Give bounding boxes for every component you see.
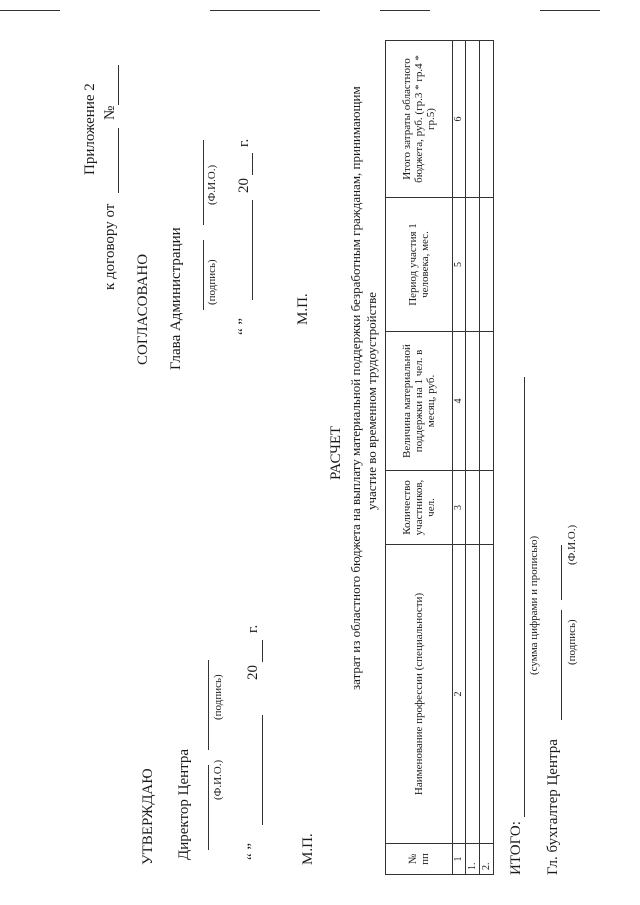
approved-sign-caption: (подпись) xyxy=(212,674,224,720)
col-number: 1 xyxy=(453,844,466,875)
agreed-heading: СОГЛАСОВАНО xyxy=(135,253,151,365)
col-header-support-amount: Величина материальной поддержки на 1 чел. в месяц, руб. xyxy=(386,332,453,471)
agreed-year-suffix: г. xyxy=(236,138,252,147)
total-cell[interactable] xyxy=(466,41,480,198)
period-cell[interactable] xyxy=(466,198,480,332)
approved-year-label: 20 xyxy=(245,665,261,680)
accountant-name-line xyxy=(561,545,562,600)
agreed-date-line xyxy=(252,200,253,300)
col-number: 2 xyxy=(453,545,466,844)
approved-stamp: М.П. xyxy=(300,833,316,865)
document-subtitle-line1: затрат из областного бюджета на выплату материальной поддержки безработным гражданам, принимающим xyxy=(348,86,363,690)
approved-date-prefix: “ ” xyxy=(245,842,261,860)
agreed-name-line xyxy=(203,140,204,225)
calculation-table xyxy=(385,40,494,875)
row-number: 1. xyxy=(466,844,480,875)
agreed-position: Глава Администрации xyxy=(168,227,184,370)
support-amount-cell[interactable] xyxy=(466,332,480,471)
col-number: 6 xyxy=(453,41,466,198)
period-cell[interactable] xyxy=(480,198,494,332)
col-header-profession: Наименование профессии (специальности) xyxy=(386,545,453,844)
profession-cell[interactable] xyxy=(466,545,480,844)
approved-date-line xyxy=(262,715,263,825)
agreed-sign-caption: (подпись) xyxy=(206,259,218,305)
col-header-period: Период участия 1 человека, мес. xyxy=(386,198,453,332)
support-amount-cell[interactable] xyxy=(480,332,494,471)
accountant-sign-line xyxy=(561,610,562,720)
total-cell[interactable] xyxy=(480,41,494,198)
profession-cell[interactable] xyxy=(480,545,494,844)
col-number: 5 xyxy=(453,198,466,332)
approved-name-line xyxy=(208,765,209,850)
total-caption: (сумма цифрами и прописью) xyxy=(528,535,540,675)
accountant-label: Гл. бухгалтер Центра xyxy=(545,739,561,875)
appendix-title: Приложение 2 xyxy=(82,83,98,175)
document-title: РАСЧЕТ xyxy=(328,425,344,480)
document-subtitle-line2: участие во временном трудоустройстве xyxy=(364,292,379,510)
total-label: ИТОГО: xyxy=(508,821,524,875)
participants-cell[interactable] xyxy=(466,471,480,545)
approved-name-caption: (Ф.И.О.) xyxy=(212,759,224,800)
col-number: 4 xyxy=(453,332,466,471)
accountant-name-caption: (Ф.И.О.) xyxy=(566,524,578,565)
column-number-row xyxy=(453,41,466,875)
row-number: 2. xyxy=(480,844,494,875)
approved-year-line xyxy=(262,640,263,662)
participants-cell[interactable] xyxy=(480,471,494,545)
agreed-year-line xyxy=(252,153,253,175)
appendix-no-line xyxy=(118,65,119,105)
agreed-sign-line xyxy=(203,240,204,310)
col-header-participants: Количество участников, чел. xyxy=(386,471,453,545)
total-line xyxy=(524,377,525,817)
agreed-stamp: М.П. xyxy=(295,293,311,325)
agreed-date-prefix: “ ” xyxy=(236,317,252,335)
agreed-name-caption: (Ф.И.О.) xyxy=(206,164,218,205)
contract-label: к договору от xyxy=(102,203,118,290)
agreed-year-label: 20 xyxy=(236,178,252,193)
approved-sign-line xyxy=(208,660,209,750)
approved-position: Директор Центра xyxy=(176,748,192,860)
approved-year-suffix: г. xyxy=(245,624,261,633)
col-header-number: № пп xyxy=(386,844,453,875)
approved-heading: УТВЕРЖДАЮ xyxy=(140,768,156,865)
accountant-sign-caption: (подпись) xyxy=(566,619,578,665)
appendix-no-label: № xyxy=(102,105,118,120)
col-header-total: Итого затраты областного бюджета, руб. (гр.3 * гр.4 * гр.5) xyxy=(386,41,453,198)
table-row xyxy=(466,41,480,875)
contract-date-line xyxy=(118,128,119,193)
table-row xyxy=(480,41,494,875)
col-number: 3 xyxy=(453,471,466,545)
